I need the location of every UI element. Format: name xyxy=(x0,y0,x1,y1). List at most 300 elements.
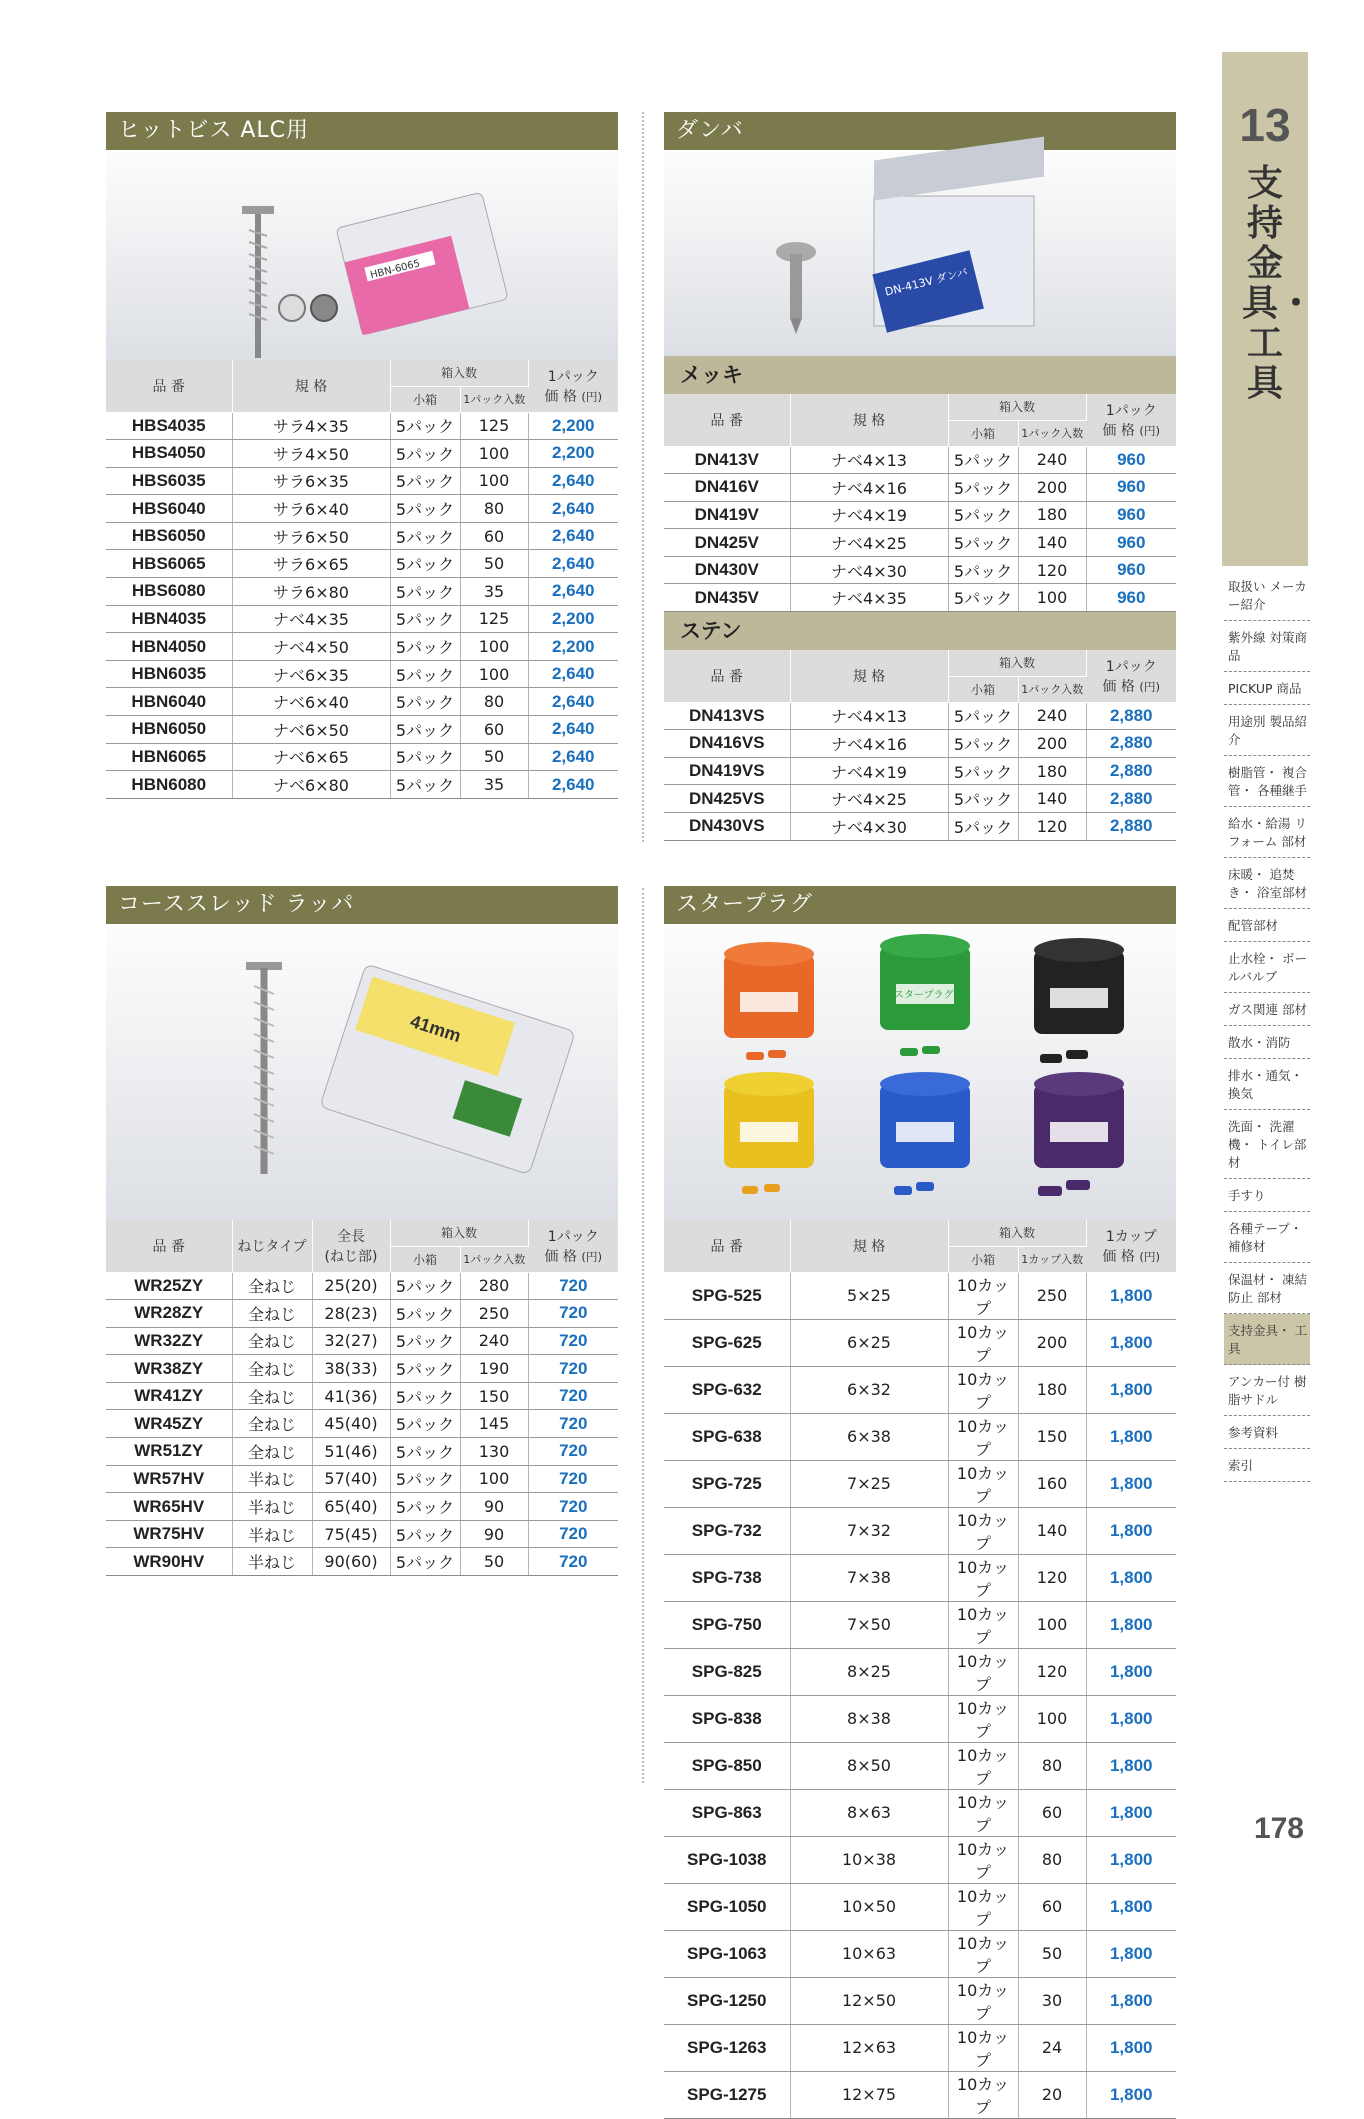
nav-item[interactable]: PICKUP 商品 xyxy=(1224,672,1310,705)
table-cell: 5パック xyxy=(390,440,460,468)
table-cell: 6×32 xyxy=(790,1366,948,1413)
section-hitbis xyxy=(106,112,618,799)
table-row xyxy=(664,2071,1176,2118)
price-cell: 2,640 xyxy=(528,550,618,578)
price-cell: 960 xyxy=(1086,584,1176,612)
pack-label: HBN-6065 xyxy=(369,258,422,282)
table-cell: 全ねじ xyxy=(232,1382,312,1410)
price-cell: 2,200 xyxy=(528,412,618,440)
table-cell: 7×25 xyxy=(790,1460,948,1507)
col-box-pack: 1カップ入数 xyxy=(1018,1246,1086,1272)
table-cell: 80 xyxy=(460,688,528,716)
cup-label: スタープラグ xyxy=(894,990,954,1001)
table-cell: 240 xyxy=(1018,702,1086,730)
column-divider xyxy=(642,888,644,1783)
table-cell: ナベ4×35 xyxy=(790,584,948,612)
table-cell: 全ねじ xyxy=(232,1272,312,1300)
nav-item[interactable]: 支持金具・ 工具 xyxy=(1224,1314,1310,1365)
table-cell: 半ねじ xyxy=(232,1465,312,1493)
product-code: HBN6040 xyxy=(106,688,232,716)
danba-plated-rows xyxy=(664,446,1176,612)
pack-label: DN-413V ダンバ xyxy=(883,265,970,299)
table-row xyxy=(664,501,1176,529)
table-row xyxy=(664,1742,1176,1789)
screw-pack-image xyxy=(106,150,618,360)
product-code: SPG-725 xyxy=(664,1460,790,1507)
price-cell: 1,800 xyxy=(1086,2024,1176,2071)
product-code: SPG-863 xyxy=(664,1789,790,1836)
col-code: 品 番 xyxy=(664,650,790,702)
price-cell: 960 xyxy=(1086,446,1176,474)
product-code: DN425V xyxy=(664,529,790,557)
nav-item[interactable]: 取扱い メーカー紹介 xyxy=(1224,570,1310,621)
table-cell: 全ねじ xyxy=(232,1438,312,1466)
table-row xyxy=(106,550,618,578)
table-cell: 5パック xyxy=(948,757,1018,785)
product-code: SPG-1263 xyxy=(664,2024,790,2071)
price-cell: 2,640 xyxy=(528,467,618,495)
table-cell: 90(60) xyxy=(312,1548,390,1576)
section-starplug xyxy=(664,886,1176,2119)
table-row xyxy=(664,1648,1176,1695)
nav-item[interactable]: 用途別 製品紹介 xyxy=(1224,705,1310,756)
col-length: 全長 (ねじ部) xyxy=(312,1220,390,1272)
price-cell: 1,800 xyxy=(1086,1554,1176,1601)
section-title: スタープラグ xyxy=(664,886,1176,924)
table-cell: 全ねじ xyxy=(232,1327,312,1355)
table-cell: 100 xyxy=(1018,1601,1086,1648)
table-cell: 5パック xyxy=(390,1272,460,1300)
price-cell: 720 xyxy=(528,1410,618,1438)
product-code: HBS4050 xyxy=(106,440,232,468)
table-cell: 8×50 xyxy=(790,1742,948,1789)
table-cell: 5パック xyxy=(390,633,460,661)
price-cell: 2,640 xyxy=(528,495,618,523)
table-cell: 60 xyxy=(460,522,528,550)
table-cell: 160 xyxy=(1018,1460,1086,1507)
table-cell: 12×63 xyxy=(790,2024,948,2071)
price-cell: 960 xyxy=(1086,556,1176,584)
table-row xyxy=(106,1382,618,1410)
col-price: 1パック 価 格 (円) xyxy=(528,360,618,412)
table-cell: 全ねじ xyxy=(232,1300,312,1328)
product-code: SPG-1275 xyxy=(664,2071,790,2118)
col-box-pack: 1パック入数 xyxy=(1018,676,1086,702)
table-row xyxy=(106,688,618,716)
price-cell: 1,800 xyxy=(1086,1272,1176,1319)
table-cell: ナベ4×13 xyxy=(790,702,948,730)
danba-stainless-table xyxy=(664,650,1176,840)
table-cell: 75(45) xyxy=(312,1520,390,1548)
nav-item[interactable]: 止水栓・ ボールバルブ xyxy=(1224,942,1310,993)
product-code: HBN6050 xyxy=(106,716,232,744)
table-cell: 8×63 xyxy=(790,1789,948,1836)
price-cell: 720 xyxy=(528,1355,618,1383)
table-cell: 半ねじ xyxy=(232,1493,312,1521)
table-row xyxy=(664,702,1176,730)
table-cell: 65(40) xyxy=(312,1493,390,1521)
product-code: HBN4035 xyxy=(106,605,232,633)
table-cell: 130 xyxy=(460,1438,528,1466)
price-cell: 2,200 xyxy=(528,605,618,633)
product-code: HBN4050 xyxy=(106,633,232,661)
table-row xyxy=(106,1300,618,1328)
product-code: WR38ZY xyxy=(106,1355,232,1383)
table-cell: 10カップ xyxy=(948,1930,1018,1977)
table-cell: 7×32 xyxy=(790,1507,948,1554)
product-code: DN419VS xyxy=(664,757,790,785)
table-cell: 5パック xyxy=(390,412,460,440)
table-cell: 5パック xyxy=(390,1300,460,1328)
nav-item[interactable]: 参考資料 xyxy=(1224,1416,1310,1449)
table-cell: 5パック xyxy=(948,730,1018,758)
table-cell: 120 xyxy=(1018,812,1086,840)
price-cell: 960 xyxy=(1086,529,1176,557)
price-cell: 2,880 xyxy=(1086,757,1176,785)
table-cell: 180 xyxy=(1018,1366,1086,1413)
table-row xyxy=(664,1695,1176,1742)
table-cell: 5パック xyxy=(390,660,460,688)
table-cell: 25(20) xyxy=(312,1272,390,1300)
table-cell: 100 xyxy=(460,633,528,661)
product-code: HBS6040 xyxy=(106,495,232,523)
table-row xyxy=(106,771,618,799)
table-row xyxy=(106,1272,618,1300)
table-cell: 150 xyxy=(460,1382,528,1410)
section-wrapper xyxy=(106,886,618,1576)
col-spec: 規 格 xyxy=(790,1220,948,1272)
table-cell: 250 xyxy=(460,1300,528,1328)
table-cell: 80 xyxy=(460,495,528,523)
table-cell: 全ねじ xyxy=(232,1355,312,1383)
price-cell: 1,800 xyxy=(1086,1648,1176,1695)
nav-item[interactable]: 排水・通気・ 換気 xyxy=(1224,1059,1310,1110)
table-cell: 145 xyxy=(460,1410,528,1438)
nav-item[interactable]: アンカー付 樹脂サドル xyxy=(1224,1365,1310,1416)
product-code: SPG-1038 xyxy=(664,1836,790,1883)
col-code: 品 番 xyxy=(106,360,232,412)
table-cell: ナベ4×50 xyxy=(232,633,390,661)
table-cell: 125 xyxy=(460,605,528,633)
nav-item[interactable]: 紫外線 対策商品 xyxy=(1224,621,1310,672)
table-cell: 5パック xyxy=(948,501,1018,529)
table-cell: サラ6×40 xyxy=(232,495,390,523)
screw-pack-image xyxy=(106,924,618,1220)
nav-item[interactable]: 洗面・ 洗濯機・ トイレ部材 xyxy=(1224,1110,1310,1179)
product-code: DN430V xyxy=(664,556,790,584)
col-price: 1パック 価 格 (円) xyxy=(528,1220,618,1272)
table-cell: 120 xyxy=(1018,1554,1086,1601)
table-cell: ナベ6×65 xyxy=(232,743,390,771)
table-row xyxy=(106,1410,618,1438)
table-cell: 5パック xyxy=(390,467,460,495)
price-cell: 1,800 xyxy=(1086,1695,1176,1742)
product-code: WR57HV xyxy=(106,1465,232,1493)
product-code: HBS6065 xyxy=(106,550,232,578)
table-cell: 10カップ xyxy=(948,2024,1018,2071)
table-cell: サラ6×80 xyxy=(232,578,390,606)
table-cell: 120 xyxy=(1018,556,1086,584)
product-code: DN413V xyxy=(664,446,790,474)
table-cell: 10カップ xyxy=(948,1366,1018,1413)
price-cell: 1,800 xyxy=(1086,1789,1176,1836)
table-cell: 半ねじ xyxy=(232,1520,312,1548)
table-row xyxy=(106,467,618,495)
col-spec: 規 格 xyxy=(232,360,390,412)
col-box-pack: 1パック入数 xyxy=(460,386,528,412)
col-code: 品 番 xyxy=(664,1220,790,1272)
product-code: HBS6035 xyxy=(106,467,232,495)
col-box-small: 小箱 xyxy=(948,676,1018,702)
table-cell: 200 xyxy=(1018,1319,1086,1366)
section-title: ダンバ xyxy=(664,112,1176,150)
table-cell: 5パック xyxy=(948,702,1018,730)
table-cell: 10カップ xyxy=(948,1601,1018,1648)
table-cell: 5パック xyxy=(390,550,460,578)
nav-item[interactable]: 樹脂管・ 複合管・ 各種継手 xyxy=(1224,756,1310,807)
table-cell: 5×25 xyxy=(790,1272,948,1319)
col-box: 箱入数 xyxy=(948,394,1086,420)
table-cell: 5パック xyxy=(948,446,1018,474)
table-row xyxy=(106,440,618,468)
col-spec: 規 格 xyxy=(790,650,948,702)
product-code: WR51ZY xyxy=(106,1438,232,1466)
table-cell: ナベ6×50 xyxy=(232,716,390,744)
nav-item[interactable]: 各種テープ・ 補修材 xyxy=(1224,1212,1310,1263)
price-cell: 2,200 xyxy=(528,633,618,661)
price-cell: 720 xyxy=(528,1465,618,1493)
price-cell: 720 xyxy=(528,1327,618,1355)
product-photo xyxy=(106,924,618,1220)
table-cell: 5パック xyxy=(390,605,460,633)
product-code: SPG-825 xyxy=(664,1648,790,1695)
price-cell: 720 xyxy=(528,1382,618,1410)
danba-stainless-rows xyxy=(664,702,1176,840)
table-row xyxy=(664,1413,1176,1460)
table-row xyxy=(664,1930,1176,1977)
table-row xyxy=(664,757,1176,785)
table-row xyxy=(664,1789,1176,1836)
pack-label: 41mm xyxy=(407,1010,464,1047)
nav-item[interactable]: 床暖・ 追焚き・ 浴室部材 xyxy=(1224,858,1310,909)
nav-item[interactable]: 給水・給湯 リフォーム 部材 xyxy=(1224,807,1310,858)
table-row xyxy=(664,474,1176,502)
product-code: HBS4035 xyxy=(106,412,232,440)
price-cell: 1,800 xyxy=(1086,1366,1176,1413)
table-row xyxy=(664,556,1176,584)
table-row xyxy=(106,1520,618,1548)
product-code: SPG-732 xyxy=(664,1507,790,1554)
table-cell: 5パック xyxy=(948,785,1018,813)
table-cell: 80 xyxy=(1018,1836,1086,1883)
table-cell: 7×50 xyxy=(790,1601,948,1648)
table-cell: 30 xyxy=(1018,1977,1086,2024)
col-box: 箱入数 xyxy=(390,360,528,386)
table-cell: 51(46) xyxy=(312,1438,390,1466)
table-cell: ナベ4×30 xyxy=(790,556,948,584)
table-cell: 5パック xyxy=(390,1520,460,1548)
table-cell: 10カップ xyxy=(948,1836,1018,1883)
table-cell: 12×50 xyxy=(790,1977,948,2024)
table-cell: 41(36) xyxy=(312,1382,390,1410)
price-cell: 2,640 xyxy=(528,771,618,799)
price-cell: 720 xyxy=(528,1438,618,1466)
col-box: 箱入数 xyxy=(390,1220,528,1246)
product-code: WR25ZY xyxy=(106,1272,232,1300)
nav-item[interactable]: 索引 xyxy=(1224,1449,1310,1482)
product-code: DN435V xyxy=(664,584,790,612)
subheader-plated: メッキ xyxy=(664,356,1176,394)
table-cell: サラ4×35 xyxy=(232,412,390,440)
nav-item[interactable]: ガス関連 部材 xyxy=(1224,993,1310,1026)
table-cell: 5パック xyxy=(390,1548,460,1576)
table-row xyxy=(664,584,1176,612)
price-cell: 1,800 xyxy=(1086,1930,1176,1977)
table-cell: 100 xyxy=(460,660,528,688)
table-row xyxy=(106,522,618,550)
hbs-rows xyxy=(106,412,618,798)
section-danba xyxy=(664,112,1176,841)
table-row xyxy=(664,785,1176,813)
table-row xyxy=(664,1272,1176,1319)
table-cell: 5パック xyxy=(948,584,1018,612)
table-cell: 190 xyxy=(460,1355,528,1383)
nav-item[interactable]: 保温材・ 凍結防止 部材 xyxy=(1224,1263,1310,1314)
table-row xyxy=(664,730,1176,758)
table-row xyxy=(106,495,618,523)
hbs-table xyxy=(106,360,618,799)
section-title: コーススレッド ラッパ xyxy=(106,886,618,924)
product-code: WR45ZY xyxy=(106,1410,232,1438)
table-cell: 5パック xyxy=(390,1493,460,1521)
table-cell: ナベ4×30 xyxy=(790,812,948,840)
col-box-small: 小箱 xyxy=(948,420,1018,446)
table-cell: 90 xyxy=(460,1520,528,1548)
table-cell: 10カップ xyxy=(948,1648,1018,1695)
price-cell: 2,200 xyxy=(528,440,618,468)
table-cell: 240 xyxy=(460,1327,528,1355)
product-code: DN416V xyxy=(664,474,790,502)
price-cell: 2,640 xyxy=(528,660,618,688)
table-cell: 32(27) xyxy=(312,1327,390,1355)
table-cell: 100 xyxy=(1018,1695,1086,1742)
price-cell: 1,800 xyxy=(1086,1460,1176,1507)
table-cell: 150 xyxy=(1018,1413,1086,1460)
table-row xyxy=(664,2024,1176,2071)
nav-item[interactable]: 配管部材 xyxy=(1224,909,1310,942)
section-title: ヒットビス ALC用 xyxy=(106,112,618,150)
table-cell: ナベ6×80 xyxy=(232,771,390,799)
price-cell: 2,880 xyxy=(1086,812,1176,840)
nav-item[interactable]: 散水・消防 xyxy=(1224,1026,1310,1059)
price-cell: 720 xyxy=(528,1272,618,1300)
price-cell: 2,640 xyxy=(528,522,618,550)
table-cell: 6×25 xyxy=(790,1319,948,1366)
nav-item[interactable]: 手すり xyxy=(1224,1179,1310,1212)
table-cell: 5パック xyxy=(390,1327,460,1355)
product-code: SPG-1050 xyxy=(664,1883,790,1930)
product-code: SPG-1063 xyxy=(664,1930,790,1977)
col-price: 1パック 価 格 (円) xyxy=(1086,650,1176,702)
table-cell: 60 xyxy=(1018,1883,1086,1930)
product-photo xyxy=(664,924,1176,1220)
table-cell: 10カップ xyxy=(948,1695,1018,1742)
table-cell: 5パック xyxy=(390,716,460,744)
col-box: 箱入数 xyxy=(948,650,1086,676)
table-row xyxy=(664,812,1176,840)
col-box-pack: 1パック入数 xyxy=(460,1246,528,1272)
table-cell: 全ねじ xyxy=(232,1410,312,1438)
col-box-small: 小箱 xyxy=(390,386,460,412)
col-price: 1パック 価 格 (円) xyxy=(1086,394,1176,446)
table-row xyxy=(664,1883,1176,1930)
table-row xyxy=(106,605,618,633)
table-cell: ナベ4×25 xyxy=(790,529,948,557)
product-code: HBS6080 xyxy=(106,578,232,606)
table-cell: 35 xyxy=(460,578,528,606)
table-cell: サラ6×65 xyxy=(232,550,390,578)
table-cell: 10カップ xyxy=(948,1977,1018,2024)
table-cell: 20 xyxy=(1018,2071,1086,2118)
product-photo xyxy=(664,150,1176,356)
danba-plated-table xyxy=(664,394,1176,612)
table-cell: ナベ4×16 xyxy=(790,474,948,502)
table-cell: 5パック xyxy=(390,1355,460,1383)
table-cell: 100 xyxy=(460,1465,528,1493)
table-cell: 5パック xyxy=(948,529,1018,557)
column-divider xyxy=(642,112,644,842)
table-cell: 140 xyxy=(1018,529,1086,557)
table-cell: 5パック xyxy=(390,743,460,771)
table-cell: 140 xyxy=(1018,1507,1086,1554)
col-spec: 規 格 xyxy=(790,394,948,446)
product-code: WR32ZY xyxy=(106,1327,232,1355)
table-row xyxy=(664,446,1176,474)
table-row xyxy=(106,412,618,440)
table-cell: 200 xyxy=(1018,730,1086,758)
table-cell: 280 xyxy=(460,1272,528,1300)
product-code: WR65HV xyxy=(106,1493,232,1521)
price-cell: 1,800 xyxy=(1086,1883,1176,1930)
product-code: SPG-1250 xyxy=(664,1977,790,2024)
table-cell: 240 xyxy=(1018,446,1086,474)
price-cell: 720 xyxy=(528,1300,618,1328)
price-cell: 720 xyxy=(528,1493,618,1521)
table-cell: 50 xyxy=(1018,1930,1086,1977)
starplug-table xyxy=(664,1220,1176,2119)
table-cell: 8×38 xyxy=(790,1695,948,1742)
price-cell: 720 xyxy=(528,1520,618,1548)
table-row xyxy=(106,1355,618,1383)
product-code: WR28ZY xyxy=(106,1300,232,1328)
col-code: 品 番 xyxy=(106,1220,232,1272)
table-row xyxy=(664,1507,1176,1554)
table-row xyxy=(664,1601,1176,1648)
table-row xyxy=(106,633,618,661)
product-photo xyxy=(106,150,618,360)
product-code: SPG-625 xyxy=(664,1319,790,1366)
table-cell: ナベ4×16 xyxy=(790,730,948,758)
table-cell: 60 xyxy=(1018,1789,1086,1836)
table-cell: 50 xyxy=(460,1548,528,1576)
table-cell: 5パック xyxy=(390,1410,460,1438)
col-box: 箱入数 xyxy=(948,1220,1086,1246)
table-cell: 10カップ xyxy=(948,1319,1018,1366)
price-cell: 2,880 xyxy=(1086,785,1176,813)
table-cell: 100 xyxy=(460,467,528,495)
table-row xyxy=(106,1493,618,1521)
table-cell: 半ねじ xyxy=(232,1548,312,1576)
